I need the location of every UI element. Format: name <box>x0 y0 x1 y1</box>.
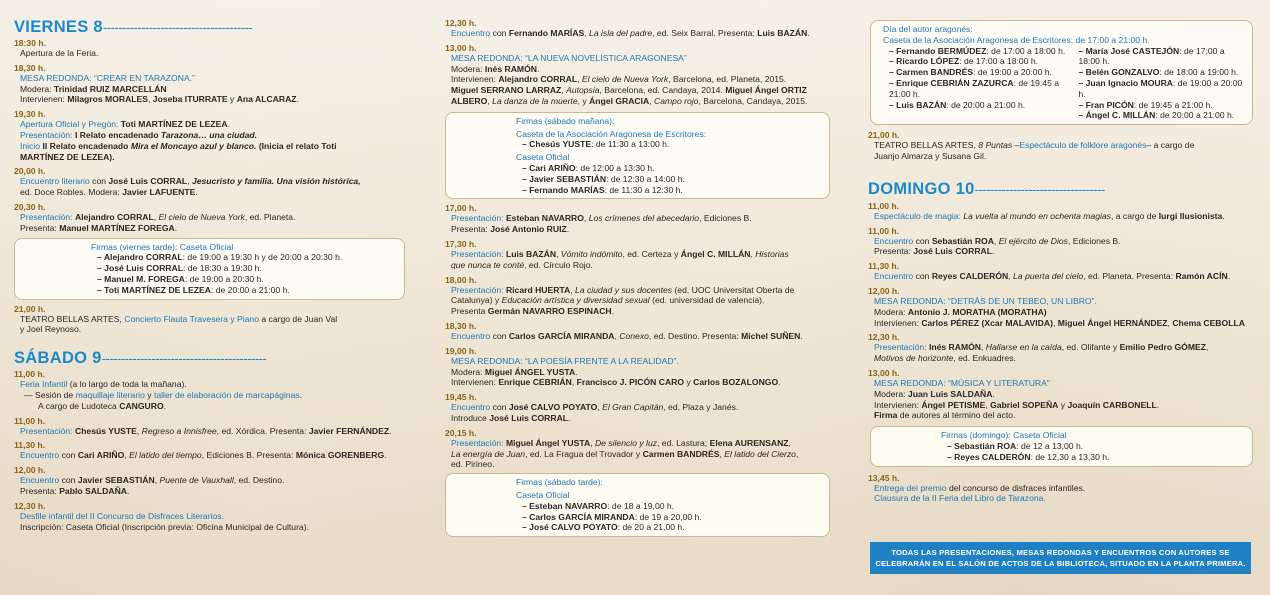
event-time: 12,00 h. <box>868 285 900 296</box>
event: 21,00 h. TEATRO BELLAS ARTES, Concierto Flauta Travesera y Piano a cargo de Juan Val y Joel Reynoso. <box>14 304 407 336</box>
event: 20,15 h. Presentación: Miguel Ángel YUSTA, De silencio y luz, ed. Lastura; Elena AURENSANZ, La energía de Juan, ed. La Fragua del Trovador y Carmen BANDRÉS, El latido del Cierzo, ed. Pirineo. <box>445 428 840 470</box>
event-time: 12,30 h. <box>445 18 477 28</box>
signing-row: – Enrique CEBRIÁN ZAZURCA: de 19:45 a 21:00 h. <box>889 77 1060 99</box>
event-time: 11,00 h. <box>14 369 46 380</box>
day-heading-viernes: VIERNES 8--------------------------------------- <box>14 18 253 36</box>
signings-box-autor-aragones: Día del autor aragonés: Caseta de la Asociación Aragonesa de Escritores: de 17:00 a 21:00 h. – Fernando BERMÚDEZ: de 17:00 a 18:00 h. – Ricardo LÓPEZ: de 17:00 a 18:00 h. – Carmen BANDRÉS: de 19:00 a 20:00 h. – Enrique CEBRIÁN ZAZURCA: de 19:45 a 21:00 h. – Luis BAZÁN: de 20:00 a 21:00 h. – María José CASTEJÓN: de 17:00 a 18:00 h. – Belén GONZALVO: de 18:00 a 19:00 h. – Juan Ignacio MOURA: de 19:00 a 20:00 h. – Fran PICÓN: de 19:45 a 21:00 h. – Ángel C. MILLÁN: de 20:00 a 21:00 h. <box>870 20 1253 125</box>
signings-box-sabado-tarde: Firmas (sábado tarde): Caseta Oficial – Esteban NAVARRO: de 18 a 19,00 h. – Carlos GARCÍA MIRANDA: de 19 a 20,00 h. – José CALVO POYATO: de 20 a 21,00 h. <box>445 473 830 537</box>
event-time: 21,00 h. <box>14 303 46 314</box>
signing-row: – Ricardo LÓPEZ: de 17:00 a 18:00 h. <box>889 56 1039 67</box>
event: 11,00 h. Presentación: Chesús YUSTE, Regreso a Innisfree, ed. Xórdica. Presenta: Javier FERNÁNDEZ. <box>14 416 407 437</box>
event-time: 19,30 h. <box>14 109 46 120</box>
signing-row: – María José CASTEJÓN: de 17:00 a 18:00 h. <box>1078 45 1225 67</box>
signing-row: – Manuel M. FOREGA: de 19:00 a 20:30 h. <box>97 273 264 284</box>
event: 12,00 h. MESA REDONDA: “DETRÁS DE UN TEBEO, UN LIBRO”. Modera: Antonio J. MORATHA (MORATHA) Intervienen: Carlos PÉREZ (Xcar MALAVIDA), Miguel Ángel HERNÁNDEZ, Chema CEBOLLA <box>868 286 1263 328</box>
event: 11,00 h. Encuentro con Sebastián ROA, El ejército de Dios, Ediciones B. Presenta: José Luis CORRAL. <box>868 226 1263 258</box>
event: 19,30 h. Apertura Oficial y Pregón: Toti MARTÍNEZ DE LEZEA. Presentación: I Relato encadenado Tarazona… una ciudad. Inicio II Relato encadenado Mira el Moncayo azul y blanco. (Inicia el relato Toti MARTÍNEZ DE LEZEA). <box>14 109 407 162</box>
signing-row: – Juan Ignacio MOURA: de 19:00 a 20:00 h. <box>1078 77 1243 99</box>
signing-row: – José CALVO POYATO: de 20 a 21,00 h. <box>522 522 685 533</box>
signing-row: – Belén GONZALVO: de 18:00 a 19:00 h. <box>1078 67 1239 78</box>
event-time: 19,45 h. <box>445 392 477 403</box>
signing-row: – Esteban NAVARRO: de 18 a 19,00 h. <box>522 500 675 511</box>
signing-row: – Sebastián ROA: de 12 a 13,00 h. <box>947 440 1084 451</box>
event-time: 11,00 h. <box>868 225 900 236</box>
signing-row: – Luis BAZÁN: de 20:00 a 21:00 h. <box>889 99 1026 110</box>
event: 18,30 h. Encuentro con Carlos GARCÍA MIRANDA, Conexo, ed. Destino. Presenta: Michel SUÑEN. <box>445 321 840 342</box>
event: 12,30 h. Desfile infantil del II Concurso de Disfraces Literarios. Inscripción: Caseta Oficial (Inscripción previa: Oficina Municipal de Cultura). <box>14 501 407 533</box>
signing-row: – Chesús YUSTE: de 11:30 a 13:00 h. <box>522 139 670 150</box>
signing-row: – Javier SEBASTIÁN: de 12:30 a 14:00 h. <box>522 173 685 184</box>
column-domingo <box>868 0 1263 595</box>
signings-box-viernes: Firmas (viernes tarde): Caseta Oficial – Alejandro CORRAL: de 19:00 a 19:30 h y de 20:00 a 20:30 h. – José Luis CORRAL: de 18:30 a 19:30 h. – Manuel M. FOREGA: de 19:00 a 20:30 h. – Toti MARTÍNEZ DE LEZEA: de 20:00 a 21:00 h. <box>14 238 405 300</box>
event-time: 13,00 h. <box>868 367 900 378</box>
signing-row: – Carmen BANDRÉS: de 19:00 a 20:00 h. <box>889 67 1052 78</box>
event: 18,30 h. MESA REDONDA: “CREAR EN TARAZONA.” Modera: Trinidad RUIZ MARCELLÁN Intervienen: Milagros MORALES, Joseba ITURRATE y Ana ALCARAZ. <box>14 63 407 105</box>
event: 20,30 h. Presentación: Alejandro CORRAL, El cielo de Nueva York, ed. Planeta. Presenta: Manuel MARTÍNEZ FOREGA. <box>14 202 407 234</box>
event-time: 17,00 h. <box>445 203 477 214</box>
event-time: 20,15 h. <box>445 427 477 438</box>
event: 19,00 h. MESA REDONDA: “LA POESÍA FRENTE A LA REALIDAD”. Modera: Miguel ÁNGEL YUSTA. Intervienen: Enrique CEBRIÁN, Francisco J. PICÓN CARO y Carlos BOZALONGO. <box>445 346 840 388</box>
signings-box-sabado-manana: Firmas (sábado mañana): Caseta de la Asociación Aragonesa de Escritores: – Chesús YUSTE: de 11:30 a 13:00 h. Caseta Oficial – Cari ARIÑO: de 12:00 a 13:30 h. – Javier SEBASTIÁN: de 12:30 a 14:00 h. – Fernando MARÍAS: de 11:30 a 12:30 h. <box>445 112 830 200</box>
signing-row: – Toti MARTÍNEZ DE LEZEA: de 20:00 a 21:00 h. <box>97 284 290 295</box>
signing-row: – José Luis CORRAL: de 18:30 a 19:30 h. <box>97 263 262 274</box>
signing-row: – Fernando BERMÚDEZ: de 17:00 a 18:00 h. <box>889 45 1066 56</box>
event: 11,30 h. Encuentro con Cari ARIÑO, El latido del tiempo, Ediciones B. Presenta: Mónica GORENBERG. <box>14 440 407 461</box>
event: 11,00 h. Feria Infantil (a lo largo de toda la mañana). — Sesión de maquillaje literario y taller de elaboración de marcapáginas. A cargo de Ludoteca CANGURO. <box>14 369 407 411</box>
signing-row: – Reyes CALDERÓN: de 12,30 a 13,30 h. <box>947 451 1110 462</box>
signing-row: – Alejandro CORRAL: de 19:00 a 19:30 h y de 20:00 a 20:30 h. <box>97 252 343 263</box>
event-time: 11,00 h. <box>14 415 46 426</box>
event: 11,30 h. Encuentro con Reyes CALDERÓN, La puerta del cielo, ed. Planeta. Presenta: Ramón ACÍN. <box>868 261 1263 282</box>
event: 13,45 h. Entrega del premio del concurso de disfraces infantiles. Clausura de la II Feria del Libro de Tarazona. <box>868 473 1263 505</box>
event-time: 11,30 h. <box>14 440 46 451</box>
column-sabado-cont <box>445 0 840 595</box>
event: 13,00 h. MESA REDONDA: “MÚSICA Y LITERATURA” Modera: Juan Luis SALDAÑA. Intervienen: Ángel PETISME, Gabriel SOPEÑA y Joaquín CARBONELL. Firma de autores al término del acto. <box>868 368 1263 421</box>
event-time: 21,00 h. <box>868 130 900 141</box>
event-time: 13,00 h. <box>445 42 477 53</box>
event-time: 12,30 h. <box>14 500 46 511</box>
event-time: 13,45 h. <box>868 472 900 483</box>
day-heading-sabado: SÁBADO 9------------------------------------------- <box>14 349 267 368</box>
signing-row: – Fran PICÓN: de 19:45 a 21:00 h. <box>1078 99 1213 110</box>
event-time: 18:30 h. <box>14 38 47 48</box>
day-heading-domingo: DOMINGO 10---------------------------------- <box>868 179 1105 198</box>
event: 12,30 h. Presentación: Inés RAMÓN, Hallarse en la caída, ed. Olifante y Emilio Pedro GÓMEZ, Motivos de horizonte, ed. Enkuadres. <box>868 332 1263 364</box>
event-time: 17,30 h. <box>445 238 477 249</box>
signings-box-domingo: Firmas (domingo): Caseta Oficial – Sebastián ROA: de 12 a 13,00 h. – Reyes CALDERÓN: de 12,30 a 13,30 h. <box>870 426 1253 466</box>
notice-banner: TODAS LAS PRESENTACIONES, MESAS REDONDAS Y ENCUENTROS CON AUTORES SE CELEBRARÁN EN EL SALÓN DE ACTOS DE LA BIBLIOTECA, SITUADO EN LA PLANTA PRIMERA. <box>870 542 1251 574</box>
event-time: 11,00 h. <box>868 200 900 211</box>
event-time: 20,00 h. <box>14 166 46 177</box>
event: 12,00 h. Encuentro con Javier SEBASTIÁN, Puente de Vauxhall, ed. Destino. Presenta: Pablo SALDAÑA. <box>14 465 407 497</box>
event: 13,00 h. MESA REDONDA: “LA NUEVA NOVELÍSTICA ARAGONESA” Modera: Inés RAMÓN. Intervienen: Alejandro CORRAL, El cielo de Nueva York, Barcelona, ed. Planeta, 2015. Miguel SERRANO LARRAZ, Autopsia, Barcelona, ed. Candaya, 2014. Miguel Ángel ORTIZ ALBERO, La danza de la muerte, y Ángel GRACIA, Campo rojo, Barcelona, Candaya, 2015. <box>445 43 840 107</box>
event: 18:30 h. Apertura de la Feria. <box>14 38 407 59</box>
event: 11,00 h. Espectáculo de magia: La vuelta al mundo en ochenta magias, a cargo de Iurgi Ilusionista. <box>868 201 1263 222</box>
event: 12,30 h. Encuentro con Fernando MARÍAS, La isla del padre, ed. Seix Barral. Presenta: Luis BAZÁN. <box>445 18 840 39</box>
event-time: 19,00 h. <box>445 345 477 356</box>
event: 21,00 h. TEATRO BELLAS ARTES, 8 Puntas –Espectáculo de folklore aragonés– a cargo de Juanjo Almarza y Susana Gil. <box>868 130 1263 162</box>
column-viernes-sabado <box>14 0 407 595</box>
signing-row: – Ángel C. MILLÁN: de 20:00 a 21:00 h. <box>1078 110 1235 121</box>
event-time: 12,00 h. <box>14 465 46 476</box>
event: 17,00 h. Presentación: Esteban NAVARRO, Los crímenes del abecedario, Ediciones B. Presenta: José Antonio RUIZ. <box>445 203 840 235</box>
event: 17,30 h. Presentación: Luis BAZÁN, Vómito indómito, ed. Certeza y Ángel C. MILLÁN, Historias que nunca te conté, ed. Círculo Rojo. <box>445 239 840 271</box>
event-time: 11,30 h. <box>868 261 900 272</box>
event-time: 12,30 h. <box>868 332 900 343</box>
event-time: 20,30 h. <box>14 201 46 212</box>
event: 19,45 h. Encuentro con José CALVO POYATO, El Gran Capitán, ed. Plaza y Janés. Introduce José Luis CORRAL. <box>445 392 840 424</box>
event: 20,00 h. Encuentro literario con José Luis CORRAL, Jesucristo y familia. Una visión histórica, ed. Doce Robles. Modera: Javier LAFUENTE. <box>14 166 407 198</box>
signing-row: – Fernando MARÍAS: de 11:30 a 12:30 h. <box>522 184 683 195</box>
signing-row: – Carlos GARCÍA MIRANDA: de 19 a 20,00 h. <box>522 511 702 522</box>
event-time: 18,30 h. <box>445 320 477 331</box>
event-time: 18,00 h. <box>445 274 477 285</box>
event-time: 18,30 h. <box>14 62 46 73</box>
event: 18,00 h. Presentación: Ricard HUERTA, La ciudad y sus docentes (ed. UOC Universitat Oberta de Catalunya) y Educación artística y diversidad sexual (ed. universidad de valencia). Presenta Germán NAVARRO ESPINACH. <box>445 275 840 317</box>
signing-row: – Cari ARIÑO: de 12:00 a 13:30 h. <box>522 162 655 173</box>
